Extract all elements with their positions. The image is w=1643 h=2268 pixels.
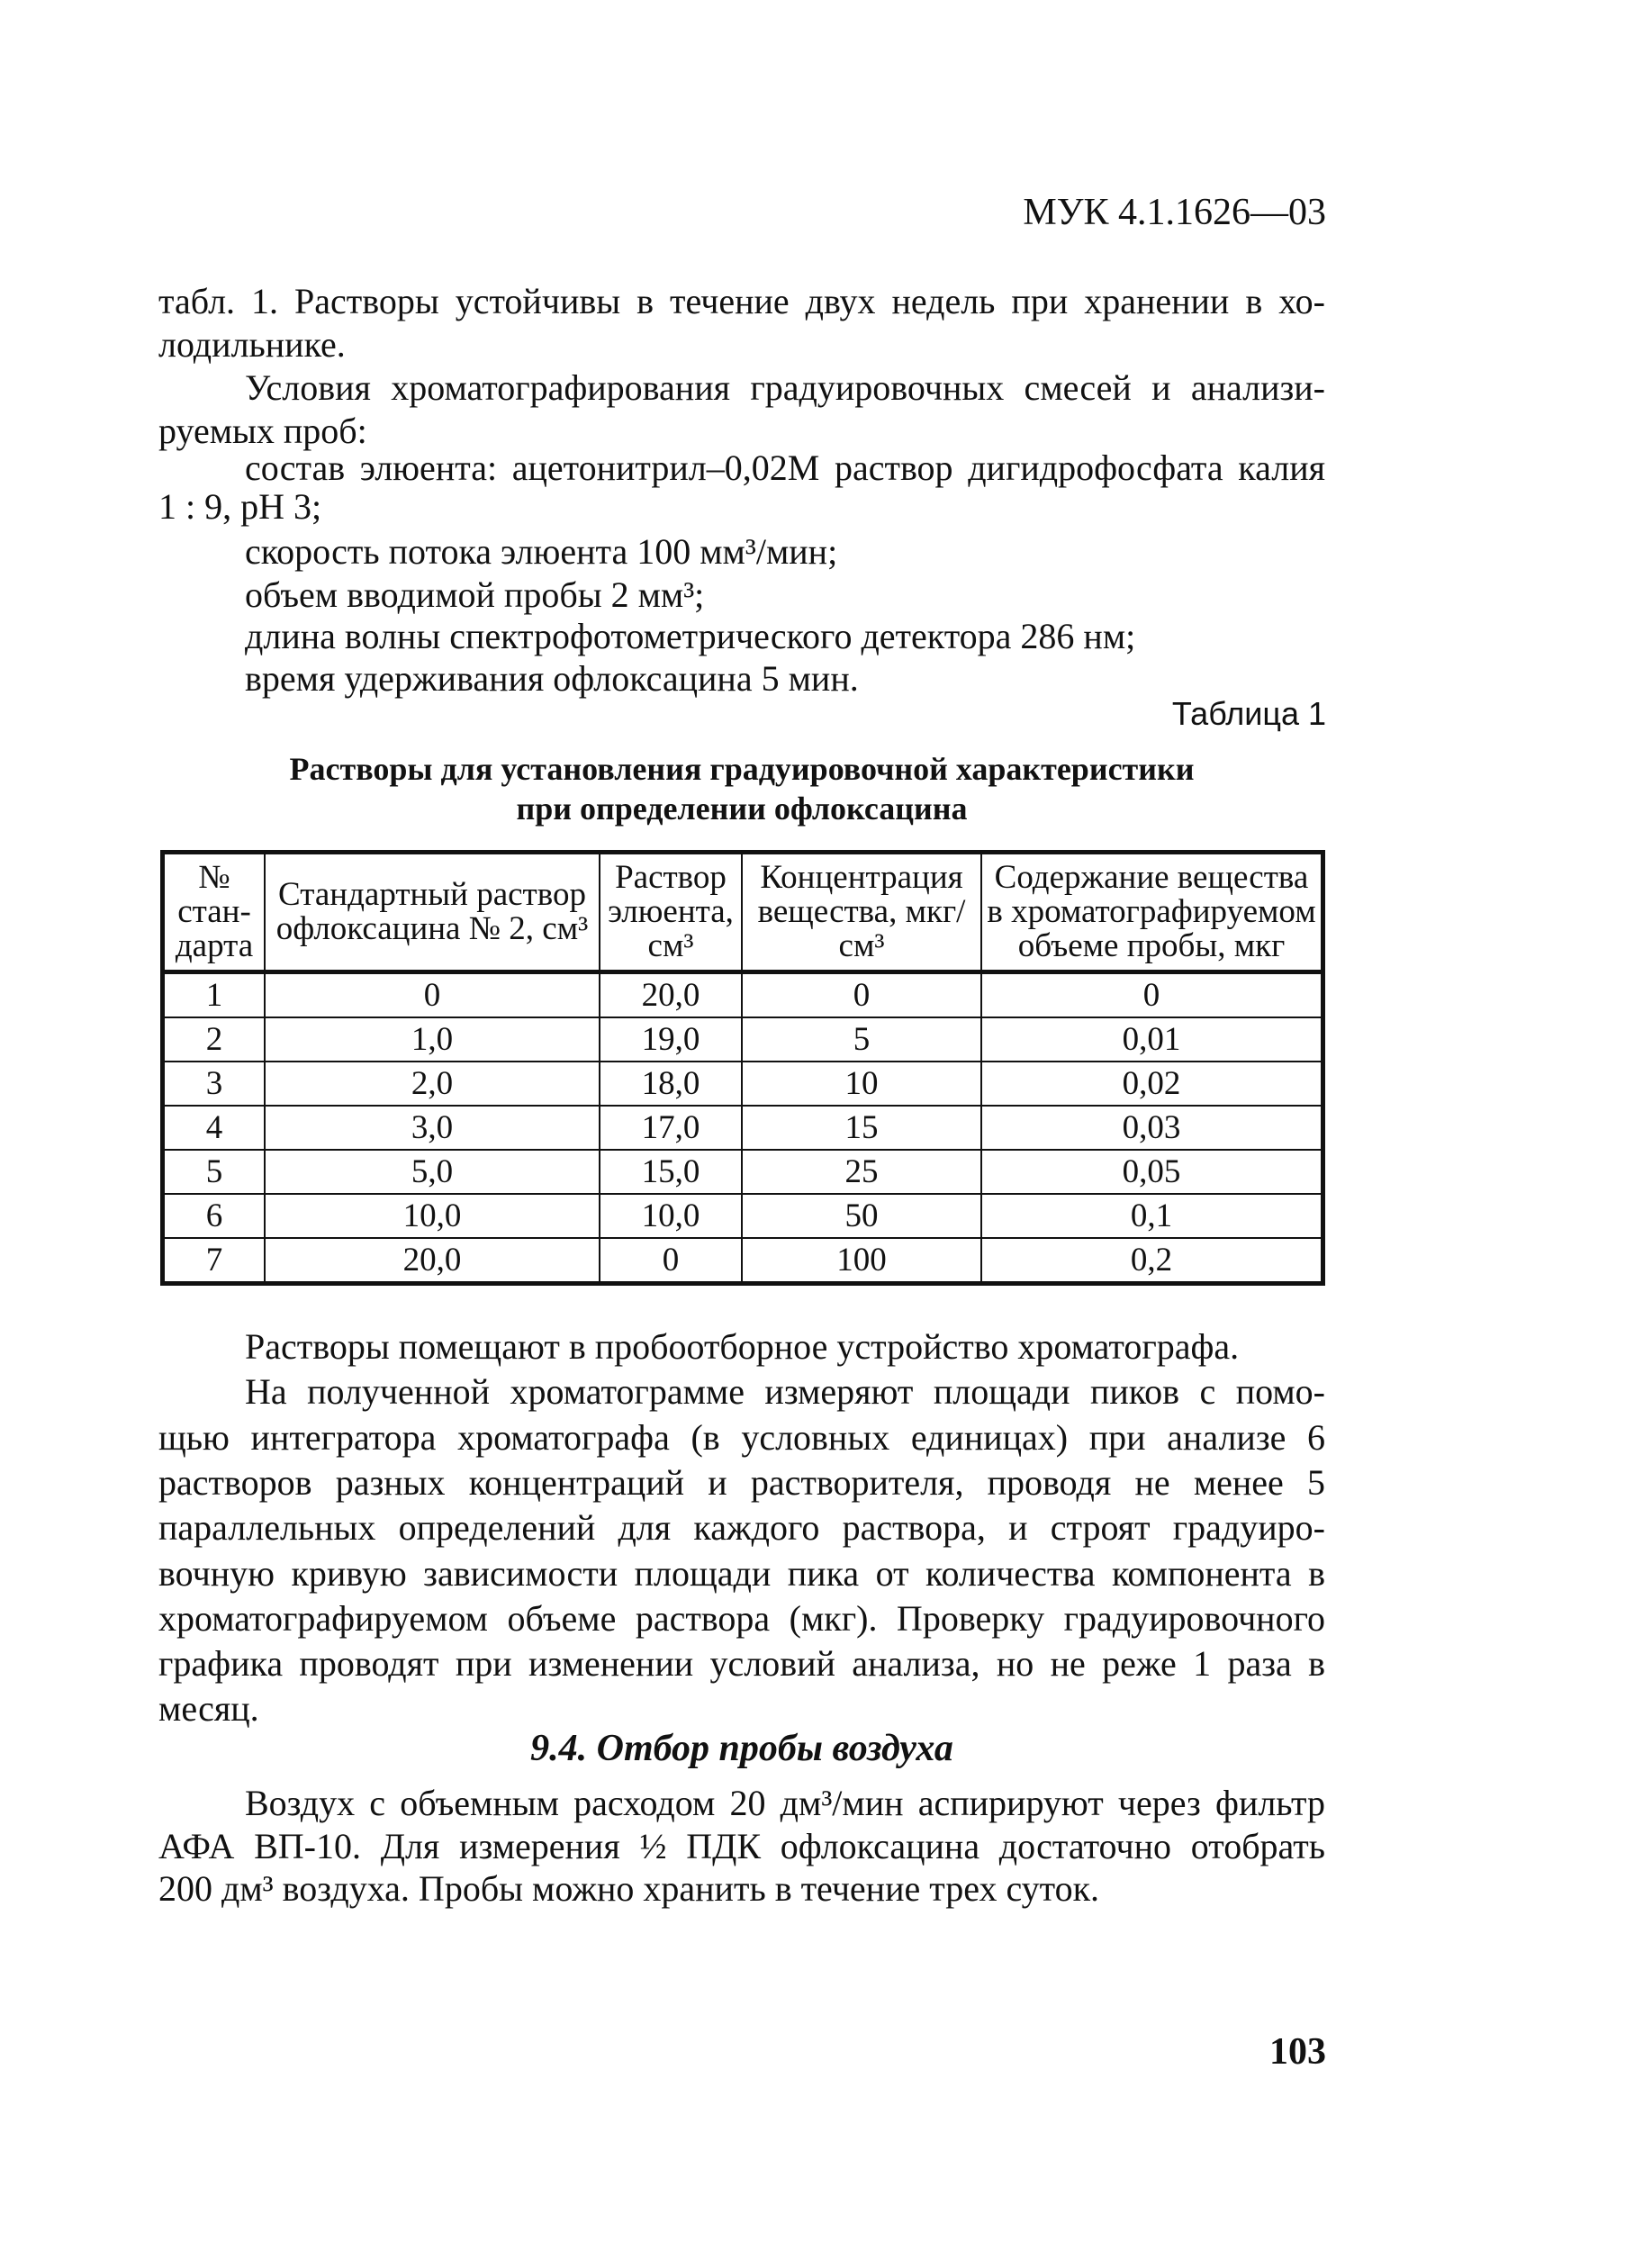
table-title-line-2: при определении офлоксацина: [516, 791, 968, 827]
text-line: растворов разных концентраций и растворителя, проводя не менее 5: [158, 1461, 1325, 1503]
table-cell: 6: [163, 1194, 266, 1238]
text-line: состав элюента: ацетонитрил–0,02М раствор дигидрофосфата калия: [245, 447, 1325, 488]
table-cell: 10: [742, 1062, 981, 1106]
text-line: табл. 1. Растворы устойчивы в течение двух недель при хранении в хо-: [158, 281, 1325, 321]
table-cell: 5,0: [265, 1150, 600, 1194]
table-row: [163, 1017, 1323, 1062]
text-line: скорость потока элюента 100 мм³/мин;: [245, 531, 838, 572]
text-line: параллельных определений для каждого раствора, и строят градуиро-: [158, 1507, 1325, 1549]
table-cell: 0,2: [981, 1238, 1323, 1284]
table-cell: 2: [163, 1017, 266, 1062]
table-row: [163, 1062, 1323, 1106]
text-line: лодильнике.: [158, 324, 346, 365]
text-line: 1 : 9, pH 3;: [158, 486, 322, 527]
table-cell: 5: [163, 1150, 266, 1194]
table-cell: 0,01: [981, 1017, 1323, 1062]
text-line: На полученной хроматограмме измеряют площади пиков с помо-: [245, 1371, 1325, 1413]
table-row: [163, 972, 1323, 1018]
column-header: Содержание вещества в хроматографируемом объеме пробы, мкг: [981, 853, 1323, 972]
table-cell: 50: [742, 1194, 981, 1238]
table-cell: 0,03: [981, 1106, 1323, 1150]
table-cell: 20,0: [600, 972, 742, 1018]
table-cell: 25: [742, 1150, 981, 1194]
table-cell: 10,0: [600, 1194, 742, 1238]
table-cell: 0,1: [981, 1194, 1323, 1238]
table-cell: 4: [163, 1106, 266, 1150]
text-line: вочную кривую зависимости площади пика от количества компонента в: [158, 1552, 1325, 1594]
table-cell: 17,0: [600, 1106, 742, 1150]
section-heading: 9.4. Отбор пробы воздуха: [530, 1728, 953, 1769]
text-line: АФА ВП-10. Для измерения ½ ПДК офлоксацина достаточно отобрать: [158, 1825, 1325, 1866]
column-header: Стандартный раствор офлоксацина № 2, см³: [265, 853, 600, 972]
column-header: Концентрация вещества, мкг/см³: [742, 853, 981, 972]
table-cell: 7: [163, 1238, 266, 1284]
table-cell: 1,0: [265, 1017, 600, 1062]
table-cell: 15: [742, 1106, 981, 1150]
table-row: [163, 1106, 1323, 1150]
text-line: Воздух с объемным расходом 20 дм³/мин аспирируют через фильтр: [245, 1783, 1325, 1823]
table-cell: 19,0: [600, 1017, 742, 1062]
page-number: 103: [1269, 2031, 1326, 2073]
column-header: № стан-дарта: [163, 853, 266, 972]
table-caption: Таблица 1: [1171, 695, 1326, 732]
table-cell: 0: [742, 972, 981, 1018]
document-code-header: МУК 4.1.1626—03: [1023, 192, 1326, 233]
text-line: руемых проб:: [158, 411, 367, 451]
table-cell: 100: [742, 1238, 981, 1284]
table-cell: 2,0: [265, 1062, 600, 1106]
standards-table: [160, 850, 1325, 1286]
table-cell: 5: [742, 1017, 981, 1062]
text-line: объем вводимой пробы 2 мм³;: [245, 574, 705, 615]
table-cell: 15,0: [600, 1150, 742, 1194]
column-header: Раствор элюента, см³: [600, 853, 742, 972]
table-cell: 0,02: [981, 1062, 1323, 1106]
text-line: длина волны спектрофотометрического детектора 286 нм;: [245, 616, 1136, 656]
table-row: [163, 1238, 1323, 1284]
table-cell: 0: [265, 972, 600, 1018]
table-cell: 1: [163, 972, 266, 1018]
table-cell: 20,0: [265, 1238, 600, 1284]
table-cell: 0: [981, 972, 1323, 1018]
table-title-line-1: Растворы для установления градуировочной характеристики: [289, 751, 1195, 787]
table-header-row: [163, 853, 1323, 972]
table-cell: 0,05: [981, 1150, 1323, 1194]
text-line: хроматографируемом объеме раствора (мкг). Проверку градуировочного: [158, 1597, 1325, 1639]
text-line: щью интегратора хроматографа (в условных единицах) при анализе 6: [158, 1416, 1325, 1458]
table-row: [163, 1150, 1323, 1194]
text-line: Условия хроматографирования градуировочных смесей и анализи-: [245, 367, 1325, 408]
table-row: [163, 1194, 1323, 1238]
text-line: 200 дм³ воздуха. Пробы можно хранить в течение трех суток.: [158, 1868, 1100, 1909]
table-cell: 0: [600, 1238, 742, 1284]
table-cell: 3: [163, 1062, 266, 1106]
table-cell: 10,0: [265, 1194, 600, 1238]
text-line: графика проводят при изменении условий анализа, но не реже 1 раза в: [158, 1643, 1325, 1685]
table-cell: 18,0: [600, 1062, 742, 1106]
text-line: месяц.: [158, 1688, 259, 1730]
table-cell: 3,0: [265, 1106, 600, 1150]
text-line: Растворы помещают в пробоотборное устройство хроматографа.: [245, 1326, 1240, 1367]
text-line: время удерживания офлоксацина 5 мин.: [245, 658, 859, 699]
